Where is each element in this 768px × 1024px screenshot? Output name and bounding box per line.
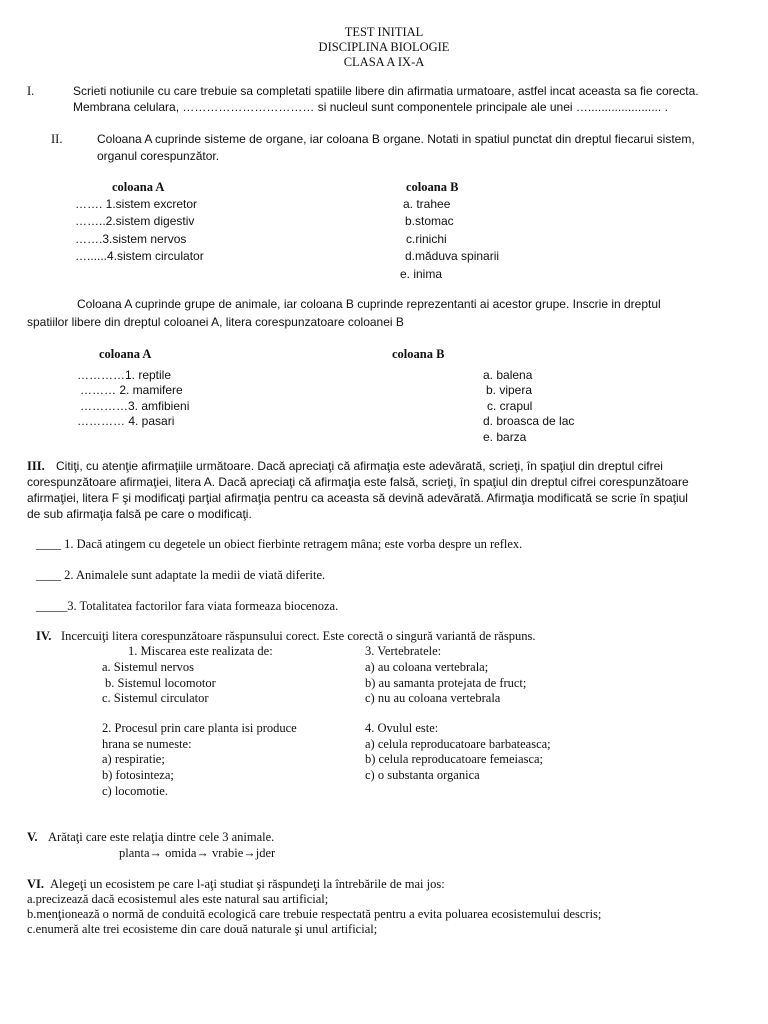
section-3-intro-line-4: de sub afirmaţia falsă pe care o modificaţi. xyxy=(27,507,252,521)
table-1-col-b-item: c.rinichi xyxy=(406,232,447,246)
table-1-col-a-item: ……..2.sistem digestiv xyxy=(75,214,195,228)
section-2-line-1: Coloana A cuprinde sisteme de organe, iar coloana B organe. Notati in spatiul punctat din dreptul fiecarui sistem, xyxy=(97,132,695,146)
section-5-intro: Arătaţi care este relaţia dintre cele 3 animale. xyxy=(48,830,275,844)
food-chain: planta→ omida→ vrabie→jder xyxy=(119,846,276,860)
section-2-para-2-line-1: Coloana A cuprinde grupe de animale, iar coloana B cuprinde reprezentanti ai acestor grupe. Inscrie in dreptul xyxy=(77,297,661,311)
section-3-statement: _____3. Totalitatea factorilor fara viata formeaza biocenoza. xyxy=(36,599,339,613)
section-3-intro-line-2: corespunzătoare afirmaţiei, litera A. Dacă apreciaţi că afirmaţia este falsă, scrieţi, în spaţiul din dreptul cifrei corespunzătoare xyxy=(27,475,689,489)
section-6-numeral: VI. xyxy=(27,877,45,891)
table-1-col-a-header: coloana A xyxy=(112,180,165,194)
table-2-col-a-header: coloana A xyxy=(99,347,152,361)
section-4-numeral: IV. xyxy=(36,629,52,643)
question-2-option: c) locomotie. xyxy=(102,784,168,798)
table-2-col-b-item: b. vipera xyxy=(486,383,533,397)
table-1-col-b-item: e. inima xyxy=(400,267,443,281)
table-1-col-b-item: a. trahee xyxy=(403,197,451,211)
section-5-numeral: V. xyxy=(27,830,38,844)
section-3-intro-line-3: afirmaţiei, litera F şi modificaţi parţial afirmaţia pentru ca aceasta să devină adevărată. Afirmaţia modificată se scrie în spaţiul xyxy=(27,491,688,505)
section-6-item: c.enumeră alte trei ecosisteme din care două naturale şi unul artificial; xyxy=(27,922,378,936)
question-4-option: a) celula reproducatoare barbateasca; xyxy=(365,737,551,751)
section-1-line-2: Membrana celulara, …………………………… si nucleul sunt componentele principale ale unei …...................... . xyxy=(73,100,668,114)
table-2-col-b-header: coloana B xyxy=(392,347,445,361)
table-1-col-b-item: b.stomac xyxy=(405,214,454,228)
section-2-numeral: II. xyxy=(51,132,63,146)
class-title: CLASA A IX-A xyxy=(343,55,425,69)
question-3-option: a) au coloana vertebrala; xyxy=(365,660,489,674)
table-2-col-b-item: d. broasca de lac xyxy=(483,414,575,428)
table-2-col-a-item: ……… 2. mamifere xyxy=(80,383,183,397)
table-2-col-a-item: …………1. reptile xyxy=(77,368,172,382)
discipline-title: DISCIPLINA BIOLOGIE xyxy=(318,40,450,54)
test-title: TEST INITIAL xyxy=(344,25,424,39)
question-2-option: a) respiratie; xyxy=(102,752,165,766)
table-2-col-a-item: …………3. amfibieni xyxy=(80,399,190,413)
question-1-title: 1. Miscarea este realizata de: xyxy=(128,644,273,658)
section-3-numeral: III. xyxy=(27,459,45,473)
question-3-option: c) nu au coloana vertebrala xyxy=(365,691,501,705)
section-6-item: a.precizează dacă ecosistemul ales este natural sau artificial; xyxy=(27,892,329,906)
question-3-option: b) au samanta protejata de fruct; xyxy=(365,676,527,690)
section-4-intro: Incercuiţi litera corespunzătoare răspunsului corect. Este corectă o singură variantă de răspuns. xyxy=(61,629,536,643)
table-1-col-b-header: coloana B xyxy=(406,180,459,194)
question-1-option: a. Sistemul nervos xyxy=(102,660,195,674)
table-1-col-a-item: ……. 1.sistem excretor xyxy=(75,197,198,211)
question-1-option: c. Sistemul circulator xyxy=(102,691,209,705)
table-1-col-b-item: d.măduva spinarii xyxy=(405,249,500,263)
section-1-line-1: Scrieti notiunile cu care trebuie sa completati spatiile libere din afirmatia urmatoare, astfel incat aceasta sa fie corecta. xyxy=(73,84,699,98)
table-2-col-a-item: ………… 4. pasari xyxy=(77,414,175,428)
question-4-option: c) o substanta organica xyxy=(365,768,480,782)
section-2-para-2-line-2: spatiilor libere din dreptul coloanei A, litera corespunzatoare coloanei B xyxy=(27,315,404,329)
question-1-option: b. Sistemul locomotor xyxy=(105,676,216,690)
section-3-intro-line-1: Citiţi, cu atenţie afirmaţiile următoare. Dacă apreciaţi că afirmaţia este adevărată, scrieţi, în spaţiul din dreptul cifrei xyxy=(56,459,663,473)
section-2-line-2: organul corespunzător. xyxy=(97,149,220,163)
section-3-statement: ____ 1. Dacă atingem cu degetele un obiect fierbinte retragem mâna; este vorba despre un reflex. xyxy=(36,537,523,551)
table-1-col-a-item: …….3.sistem nervos xyxy=(75,232,187,246)
table-1-col-a-item: …......4.sistem circulator xyxy=(75,249,204,263)
question-4-option: b) celula reproducatoare femeiasca; xyxy=(365,752,544,766)
table-2-col-b-item: e. barza xyxy=(483,430,527,444)
question-3-title: 3. Vertebratele: xyxy=(365,644,442,658)
table-2-col-b-item: c. crapul xyxy=(487,399,533,413)
section-1-numeral: I. xyxy=(27,84,35,98)
table-2-col-b-item: a. balena xyxy=(483,368,533,382)
question-2-option: b) fotosinteza; xyxy=(102,768,174,782)
question-2-title-line-2: hrana se numeste: xyxy=(102,737,192,751)
section-6-item: b.menţionează o normă de conduită ecologică care trebuie respectată pentru a evita poluarea ecosistemului descris; xyxy=(27,907,602,921)
question-4-title: 4. Ovulul este: xyxy=(365,721,439,735)
section-6-intro: Alegeţi un ecosistem pe care l-aţi studiat şi răspundeţi la întrebările de mai jos: xyxy=(50,877,445,891)
section-3-statement: ____ 2. Animalele sunt adaptate la medii de viată diferite. xyxy=(36,568,326,582)
question-2-title-line-1: 2. Procesul prin care planta isi produce xyxy=(102,721,297,735)
